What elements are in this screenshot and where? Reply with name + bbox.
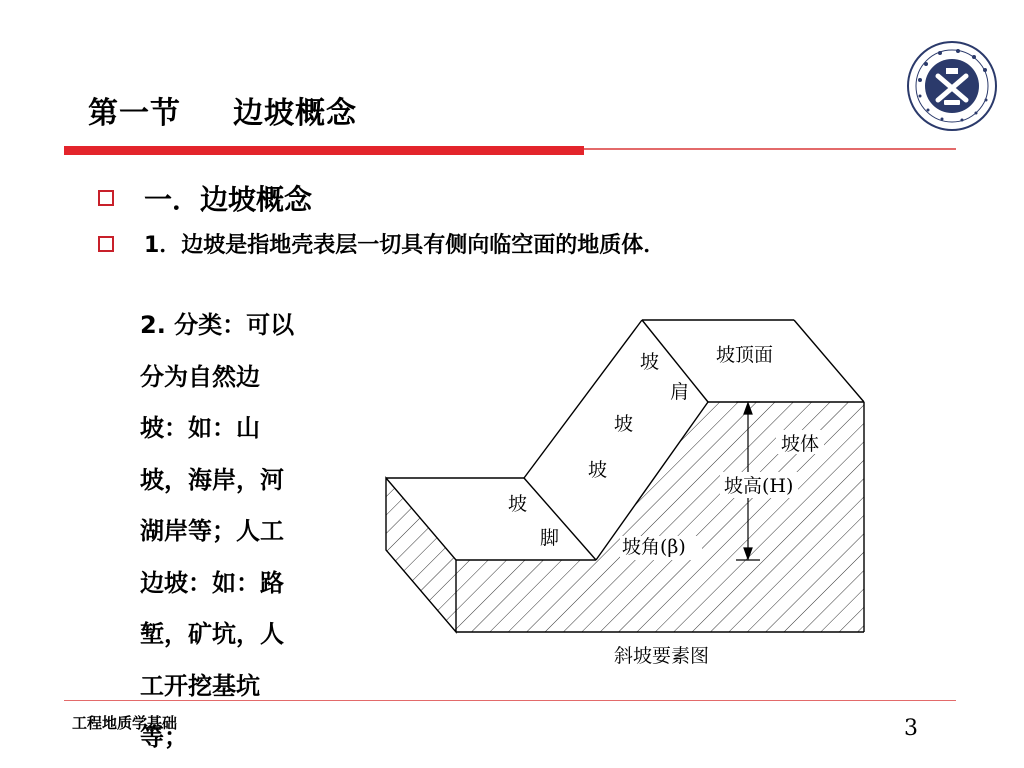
- paragraph-line: 坡：如：山: [140, 414, 260, 442]
- label-slope-body: 坡体: [781, 433, 820, 455]
- label-slope-angle: 坡角(β): [622, 536, 686, 558]
- paragraph-line: 边坡：如：路: [140, 568, 284, 597]
- label-toe-1: 坡: [508, 493, 528, 515]
- bullet-text: 1．边坡是指地壳表层一切具有侧向临空面的地质体．: [144, 233, 666, 258]
- label-shoulder-2: 肩: [670, 381, 690, 403]
- paragraph-line: 分为自然边: [140, 362, 260, 391]
- paragraph-line: 等；: [140, 723, 188, 751]
- footer-divider: [64, 700, 956, 701]
- paragraph-line: 2. 分类：可以: [140, 311, 295, 339]
- bullet-text: 一．边坡概念: [144, 183, 313, 216]
- bullet-square-icon: [98, 190, 114, 206]
- bullet-item: [98, 178, 312, 218]
- section-title: 边坡概念: [233, 96, 357, 131]
- title-underline-thin: [584, 148, 956, 150]
- label-slope-top: 坡顶面: [716, 344, 774, 366]
- classification-paragraph: [140, 300, 320, 764]
- label-face-2: 坡: [588, 459, 608, 481]
- slope-elements-diagram: [380, 316, 870, 676]
- section-label: 第一节: [88, 96, 181, 131]
- label-face-1: 坡: [614, 413, 634, 435]
- footer-course-name: 工程地质学基础: [72, 714, 178, 732]
- slide-title: [88, 88, 357, 132]
- label-shoulder-1: 坡: [640, 351, 660, 373]
- title-underline-accent: [64, 146, 584, 155]
- paragraph-line: 工开挖基坑: [140, 671, 260, 700]
- university-logo-icon: [906, 40, 998, 132]
- label-slope-height: 坡高(H): [724, 475, 794, 497]
- bullet-square-icon: [98, 236, 114, 252]
- paragraph-line: 堑，矿坑，人: [140, 620, 284, 648]
- diagram-caption: 斜坡要素图: [614, 645, 710, 667]
- bullet-item: [98, 228, 665, 259]
- paragraph-line: 湖岸等；人工: [140, 517, 284, 545]
- page-number: 3: [904, 716, 918, 741]
- label-toe-2: 脚: [540, 527, 560, 549]
- paragraph-line: 坡，海岸，河: [140, 465, 284, 494]
